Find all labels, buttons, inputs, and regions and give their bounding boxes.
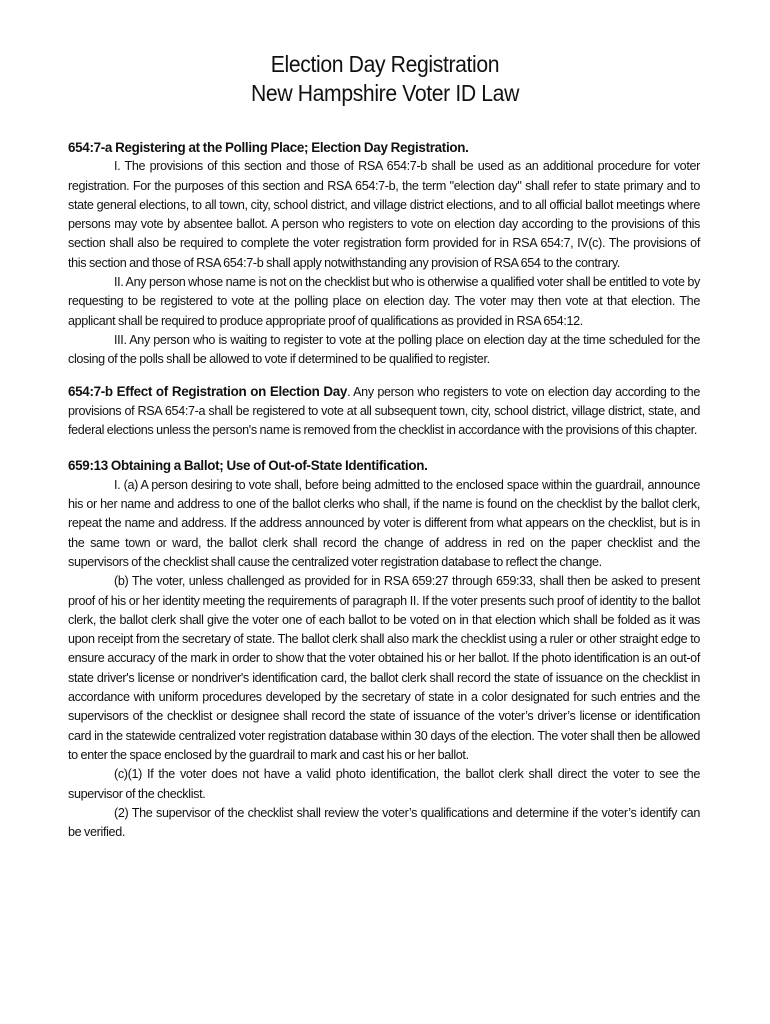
paragraph: (c)(1) If the voter does not have a valid photo identification, the ballot clerk shall direct the voter to see the supervisor of the checklist. [68,767,700,801]
section-heading: 654:7-b Effect of Registration on Election Day [68,383,348,399]
section-654-7-b [68,382,700,441]
paragraph: (2) The supervisor of the checklist shall review the voter’s qualifications and determine if the voter’s identify can be verified. [68,805,700,840]
document-body [68,138,700,854]
paragraph: I. The provisions of this section and those of RSA 654:7-b shall be used as an additional procedure for voter registration. For the purposes of this section and RSA 654:7-b, the term "election day" shall refer to state primary and to state general elections, to all town, city, school district, and village district elections, and to all official ballot meetings where persons may vote by absentee ballot. A person who registers to vote on election day according to the provisions of this section shall also be required to complete the voter registration form provided for in RSA 654:7, IV(c). The provisions of this section and those of RSA 654:7-b shall apply notwithstanding any provision of RSA 654 to the contrary. [68,159,700,270]
paragraph [68,382,700,441]
section-654-7-a [68,138,700,370]
section-heading: 659:13 Obtaining a Ballot; Use of Out-of-State Identification. [68,458,428,474]
paragraph: II. Any person whose name is not on the checklist but who is otherwise a qualified voter shall be entitled to vote by requesting to be registered to vote at the polling place on election day. The voter may then vote at that election. The applicant shall be required to produce appropriate proof of qualifications as provided in RSA 654:12. [68,275,700,328]
section-heading: 654:7-a Registering at the Polling Place; Election Day Registration. [68,140,469,155]
paragraph: I. (a) A person desiring to vote shall, before being admitted to the enclosed space within the guardrail, announce his or her name and address to one of the ballot clerks who shall, if the name is found on the checklist by the ballot clerk, repeat the name and address. If the address announced by voter is different from what appears on the checklist, but is in the same town or ward, the ballot clerk shall record the change of address in red on the paper checklist and the supervisors of the checklist shall cause the centralized voter registration database to reflect the change. [68,477,700,569]
document-title [31,50,739,108]
title-line-1: Election Day Registration [270,51,500,77]
title-line-2: New Hampshire Voter ID Law [251,80,519,106]
section-659-13 [68,456,700,842]
section-body: . Any person who registers to vote on election day according to the provisions of RSA 654:7-a shall be registered to vote at all subsequent town, city, school district, village district, state, and federal elections unless the person's name is removed from the checklist in accordance with the provisions of this chapter. [68,384,700,438]
paragraph: III. Any person who is waiting to register to vote at the polling place on election day at the time scheduled for the closing of the polls shall be allowed to vote if determined to be qualified to register. [68,332,700,367]
paragraph: (b) The voter, unless challenged as provided for in RSA 659:27 through 659:33, shall then be asked to present proof of his or her identity meeting the requirements of paragraph II. If the voter presents such proof of identity to the ballot clerk, the ballot clerk shall give the voter one of each ballot to be voted on in that election which shall be folded as it was upon receipt from the secretary of state. The ballot clerk shall also mark the checklist using a ruler or other straight edge to ensure accuracy of the mark in order to show that the voter obtained his or her ballot. If the photo identification is an out-of state driver's license or nondriver's identification card, the ballot clerk shall record the state of issuance on the checklist in accordance with uniform procedures developed by the secretary of state in a color designated for such entries and the supervisors of the checklist or designee shall record the state of issuance of the voter’s driver’s license or identification card in the statewide centralized voter registration database within 30 days of the election. The voter shall then be allowed to enter the space enclosed by the guardrail to mark and cast his or her ballot. [68,574,700,762]
